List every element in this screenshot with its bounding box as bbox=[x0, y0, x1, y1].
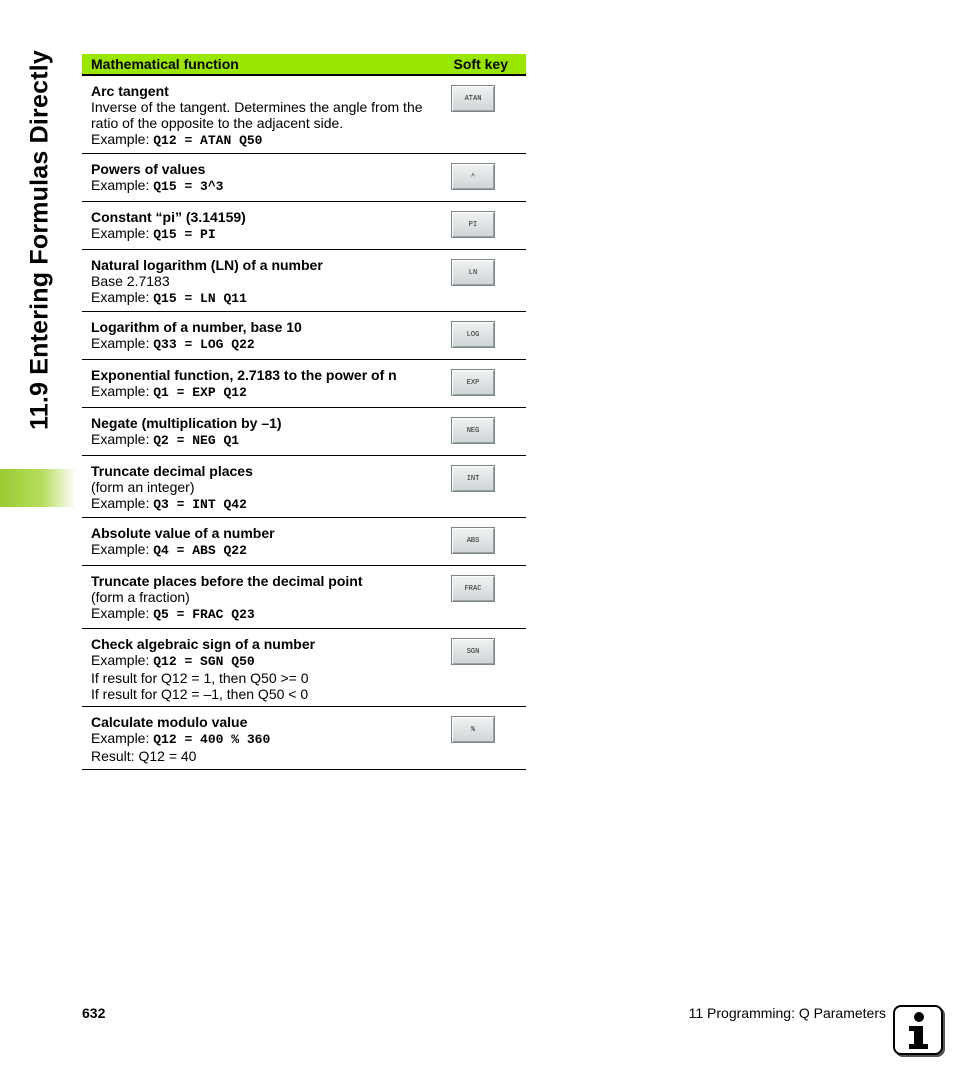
function-title: Arc tangent bbox=[91, 83, 169, 99]
function-title: Check algebraic sign of a number bbox=[91, 636, 316, 652]
table-row bbox=[82, 250, 526, 312]
softkey-sgn-button[interactable]: SGN bbox=[451, 638, 495, 665]
function-title: Truncate places before the decimal point bbox=[91, 573, 363, 589]
example-label: Example: bbox=[91, 383, 154, 399]
table-row bbox=[82, 518, 526, 566]
table-row bbox=[82, 707, 526, 770]
table-row bbox=[82, 629, 526, 707]
function-title: Calculate modulo value bbox=[91, 714, 248, 730]
softkey-neg-button[interactable]: NEG bbox=[451, 417, 495, 444]
header-function: Mathematical function bbox=[91, 56, 239, 72]
example-code: Q5 = FRAC Q23 bbox=[153, 607, 255, 622]
function-title: Logarithm of a number, base 10 bbox=[91, 319, 302, 335]
function-title: Exponential function, 2.7183 to the power of n bbox=[91, 367, 397, 383]
table-body bbox=[82, 76, 526, 770]
function-example bbox=[91, 131, 526, 149]
softkey-exp-button[interactable]: EXP bbox=[451, 369, 495, 396]
function-description: (form an integer) bbox=[91, 479, 195, 495]
softkey-ln-button[interactable]: LN bbox=[451, 259, 495, 286]
function-title: Absolute value of a number bbox=[91, 525, 275, 541]
example-label: Example: bbox=[91, 652, 154, 668]
chapter-footer: 11 Programming: Q Parameters bbox=[688, 1005, 886, 1021]
example-label: Example: bbox=[91, 335, 154, 351]
example-label: Example: bbox=[91, 225, 154, 241]
example-code: Q15 = LN Q11 bbox=[153, 291, 247, 306]
example-result: If result for Q12 = –1, then Q50 < 0 bbox=[91, 686, 309, 702]
softkey-abs-button[interactable]: ABS bbox=[451, 527, 495, 554]
softkey-int-button[interactable]: INT bbox=[451, 465, 495, 492]
example-code: Q12 = 400 % 360 bbox=[153, 732, 271, 747]
side-section-title-text: 11.9 Entering Formulas Directly bbox=[25, 50, 54, 430]
table-row bbox=[82, 360, 526, 408]
table-row bbox=[82, 408, 526, 456]
example-label: Example: bbox=[91, 289, 154, 305]
example-label: Example: bbox=[91, 177, 154, 193]
example-result: Result: Q12 = 40 bbox=[91, 748, 197, 764]
example-code: Q33 = LOG Q22 bbox=[153, 337, 255, 352]
softkey--button[interactable]: ^ bbox=[451, 163, 495, 190]
page-number: 632 bbox=[82, 1005, 106, 1021]
example-result: If result for Q12 = 1, then Q50 >= 0 bbox=[91, 670, 309, 686]
function-description: Base 2.7183 bbox=[91, 273, 170, 289]
function-example bbox=[91, 605, 526, 623]
softkey-frac-button[interactable]: FRAC bbox=[451, 575, 495, 602]
example-code: Q15 = 3^3 bbox=[153, 179, 224, 194]
example-code: Q15 = PI bbox=[153, 227, 216, 242]
function-table bbox=[82, 54, 526, 770]
example-code: Q12 = ATAN Q50 bbox=[153, 133, 263, 148]
example-label: Example: bbox=[91, 495, 154, 511]
info-glyph-icon bbox=[895, 1007, 941, 1053]
example-label: Example: bbox=[91, 605, 154, 621]
function-description: Inverse of the tangent. Determines the angle from the ratio of the opposite to the adjacent side. bbox=[91, 99, 423, 131]
table-row bbox=[82, 202, 526, 250]
table-row bbox=[82, 566, 526, 629]
example-label: Example: bbox=[91, 541, 154, 557]
softkey--button[interactable]: % bbox=[451, 716, 495, 743]
side-section-title bbox=[10, 50, 70, 430]
function-title: Truncate decimal places bbox=[91, 463, 253, 479]
softkey-log-button[interactable]: LOG bbox=[451, 321, 495, 348]
header-softkey: Soft key bbox=[453, 56, 508, 72]
function-title: Constant “pi” (3.14159) bbox=[91, 209, 246, 225]
example-label: Example: bbox=[91, 730, 154, 746]
example-code: Q12 = SGN Q50 bbox=[153, 654, 255, 669]
softkey-pi-button[interactable]: PI bbox=[451, 211, 495, 238]
table-row bbox=[82, 312, 526, 360]
example-code: Q3 = INT Q42 bbox=[153, 497, 247, 512]
example-label: Example: bbox=[91, 131, 154, 147]
softkey-atan-button[interactable]: ATAN bbox=[451, 85, 495, 112]
function-title: Negate (multiplication by –1) bbox=[91, 415, 282, 431]
function-example bbox=[91, 495, 526, 513]
function-title: Natural logarithm (LN) of a number bbox=[91, 257, 323, 273]
info-icon bbox=[893, 1005, 943, 1055]
example-label: Example: bbox=[91, 431, 154, 447]
table-row bbox=[82, 154, 526, 202]
table-header bbox=[82, 54, 526, 76]
chapter-tab-marker bbox=[0, 469, 76, 507]
example-code: Q2 = NEG Q1 bbox=[153, 433, 240, 448]
function-description: (form a fraction) bbox=[91, 589, 190, 605]
function-title: Powers of values bbox=[91, 161, 206, 177]
table-row bbox=[82, 456, 526, 518]
function-example bbox=[91, 289, 526, 307]
example-code: Q4 = ABS Q22 bbox=[153, 543, 247, 558]
example-code: Q1 = EXP Q12 bbox=[153, 385, 247, 400]
table-row bbox=[82, 76, 526, 154]
